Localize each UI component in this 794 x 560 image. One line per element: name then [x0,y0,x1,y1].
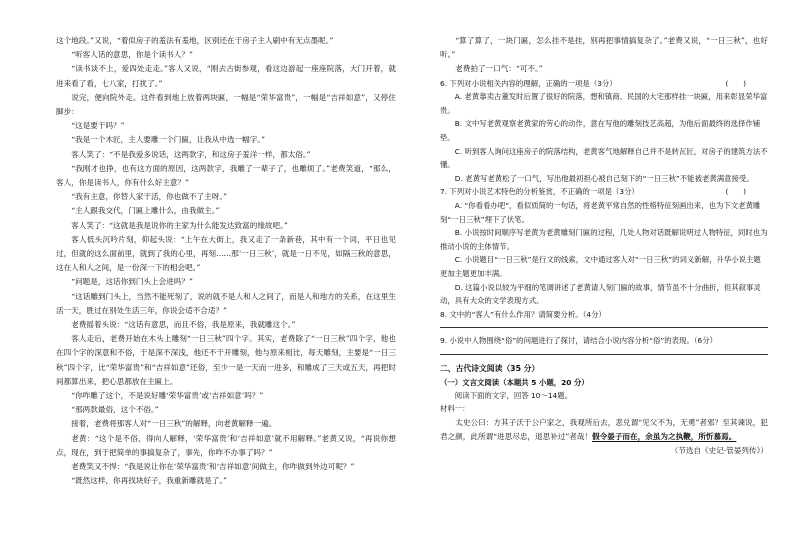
question-stem: 7. 下列对小说艺术特色的分析鉴赏，不正确的一项是（3分） [440,187,639,197]
underlined-sentence: 假令晏子而在，余虽为之执鞭，所忻慕焉。 [592,432,737,442]
question-stem: 6. 下列对小说相关内容的理解，正确的一项是（3分） [440,78,617,88]
story-paragraph: “这是要干吗？” [71,121,125,131]
question-8: 8. 文中的“客人”有什么作用？请简要分析。（4分） [440,309,606,319]
answer-line [440,327,768,328]
story-paragraph: 老费拍了一口气：“可不。” [455,64,543,74]
option: D. 这篇小说以较为平细的笔调讲述了老黄请人刻门匾的故事，情节虽不十分曲折，但其叙事灵动，具有大众的文学表现方式。 [440,282,761,306]
section-heading: 二、古代诗文阅读（35 分） [440,363,540,373]
answer-blank: ( ) [725,187,746,197]
option: D. 老黄写老黄松了一口气，写出他最初担心被自己刻下的“一日三秋”不能被老黄满意接受。 [454,173,754,183]
material-text [440,416,768,444]
story-paragraph: “读书谈不上，爱四处走走。”客人又说，“刚去古街参观，看这边游起一座座院落，大门开着，就进来看了看，七八家，打扰了。” [56,64,396,88]
story-paragraph: “我有主意，你替人家干活，你也做不了主呀。” [71,192,228,202]
option: A. “你看看办吧”，看似质简的一句话，将老黄平常自然的性格特征刻画出来，也为下文老黄雕刻“一日三秋”埋下了伏笔。 [440,200,761,224]
story-paragraph: “我刚才也挣，也有这方面的原因，这两款字，我雕了一辈子了，也雕烦了。”老费笑道，“那么，客人，你是读书人，你有什么好主意？” [56,163,396,188]
question-7 [440,185,768,199]
left-column [56,34,396,489]
story-paragraph: “那两款最俗，这个不俗。” [71,405,159,415]
story-paragraph: 老黄：“这个是不俗，得向人解释，‘荣华富贵’和‘吉祥如意’就不用解释。”老黄又说，“再说你想点，现在，到于把简单的事搞复杂了，事先，你咋不办事了吗？” [56,433,396,457]
story-paragraph: “我是一个木匠，主人要雕一个门匾，让我从中选一幅字。” [71,135,265,145]
story-paragraph: 接着，老费将那客人对“一日三秋”的解释，向老黄解释一遍。 [71,419,277,429]
story-paragraph: 客人低头沉吟片刻，仰起头说：“上午在大街上，我又走了一条新巷，其中有一个词，平日也见过，但就的这么面前里，就到了我的心里，再刻……那‘一日三秋’，就是一日不见，如隔三秋的意思，这在人和人之间，是一份深一下的相会吧。” [56,234,396,273]
right-column [440,34,768,459]
material-body: 太史公曰：方其子沃于公户家之，我观所后去，悲兑谓“见父不为，无勇”者邪？至其谏说，犯君之颜，此所谓“进思尽忠，退思补过”者哉！ [440,418,768,442]
material-label: 材料一： [440,404,470,414]
option: C. 听到客人询问这座房子的院落结构，老黄客气地解释自己并不是转瓦匠，对房子的建筑方法不懂。 [440,146,768,170]
source-citation: （节选自《史记·管晏列传》） [670,446,768,456]
story-paragraph: “你咋雕了这个，不是说好雕‘荣华富贵’或‘吉祥如意’吗？” [71,391,264,401]
story-paragraph: “听客人话的意思，你是个读书人？” [71,50,193,60]
answer-line [440,354,768,355]
instruction: 阅读下面的文字，回答 10～14题。 [454,390,573,400]
option: B. 小说按时间顺序写老黄为老黄雕刻门匾的过程，几处人物对话既解说明过人物特征，同时也为推动小说的主体情节。 [440,228,768,251]
story-paragraph: “这话雕到门头上，当然不能死刻了，说的就不是人和人之间了，而是人和地方的关系，在这里生活一天，胜过在别处生活三年，你说会适不合适？” [56,291,396,315]
option: C. 小说题目“一日三秋”是行文的线索，文中通过客人对“一日三秋”的词义新解，升华小说主题更加主题更加丰满。 [440,255,761,278]
story-paragraph: “问题是，这话你到门头上会进吗？” [71,277,193,287]
story-paragraph: 老费笑又不悍：“我是说让你在‘荣华富贵’和‘吉祥如意’间做主，你咋做到外边可呢？” [71,462,355,472]
story-paragraph: “主人跟我交代，门匾上雕什么，由我做主。” [71,206,220,216]
question-6 [440,77,768,91]
option: B. 文中写老黄观察老黄家的劳心的动作，意在写他的雕刻技艺高超，为他后面最终的选择作铺垫。 [440,119,761,142]
subsection-heading: （一）文言文阅读（本题共 5 小题，20 分） [440,377,589,387]
story-paragraph: “算了算了，一块门匾，怎么挂不是挂，别再把事情搞复杂了。”老费又说，“一日三秋”，也好听。” [440,36,768,60]
story-paragraph: 老费摇着头说：“这话有意思，而且不俗，我是原来，我就雕这个。” [71,320,296,330]
option: A. 老黄靠卖古董发时后置了很好的院落，想和镇商、民国的大宅那样挂一块匾，用来彰显荣华富贵。 [440,92,768,115]
story-paragraph: 说完，便向院外走。这件看到地上放着两块匾，一幅是“荣华富贵”，一幅是“吉祥如意”，又停住脚步： [56,92,396,117]
story-paragraph: 这个地段。”又说，“着似房子的羞法有羞地，区别还在于房子主人刷中有无点墨呢。” [56,36,334,45]
answer-blank: ( ) [725,78,746,88]
story-paragraph: 客人笑了：“不是我爱多说话，这两款字，和这房子羞洋一样，都太俗。” [71,149,311,159]
question-9: 9. 小说中人物围绕“俗”的问题进行了探讨，请结合小说内容分析“俗”的表现。（6分） [440,336,718,346]
story-paragraph: “既然这样，你再找块好子，我重新雕就是了。” [71,476,228,486]
story-paragraph: 客人走后，老费开始在木头上雕刻“一日三秋”四个字。其实，老费除了“一日三秋”四个字，他也在四个字的深意和不俗，于是深不深浅，他还不干开雕刻，他与原来相比，每天雕刻，主要是“一日三秋”四个字，比“荣华富贵”和“吉祥如意”还俗，至少一是一天而一进多，和雕成了三天或五天，再把时间都算出来，把心思都放在主匾上。 [56,334,396,386]
story-paragraph: 客人笑了：“这就是我是说你的主家为什么能发达致富的缘故吧。” [71,220,288,230]
